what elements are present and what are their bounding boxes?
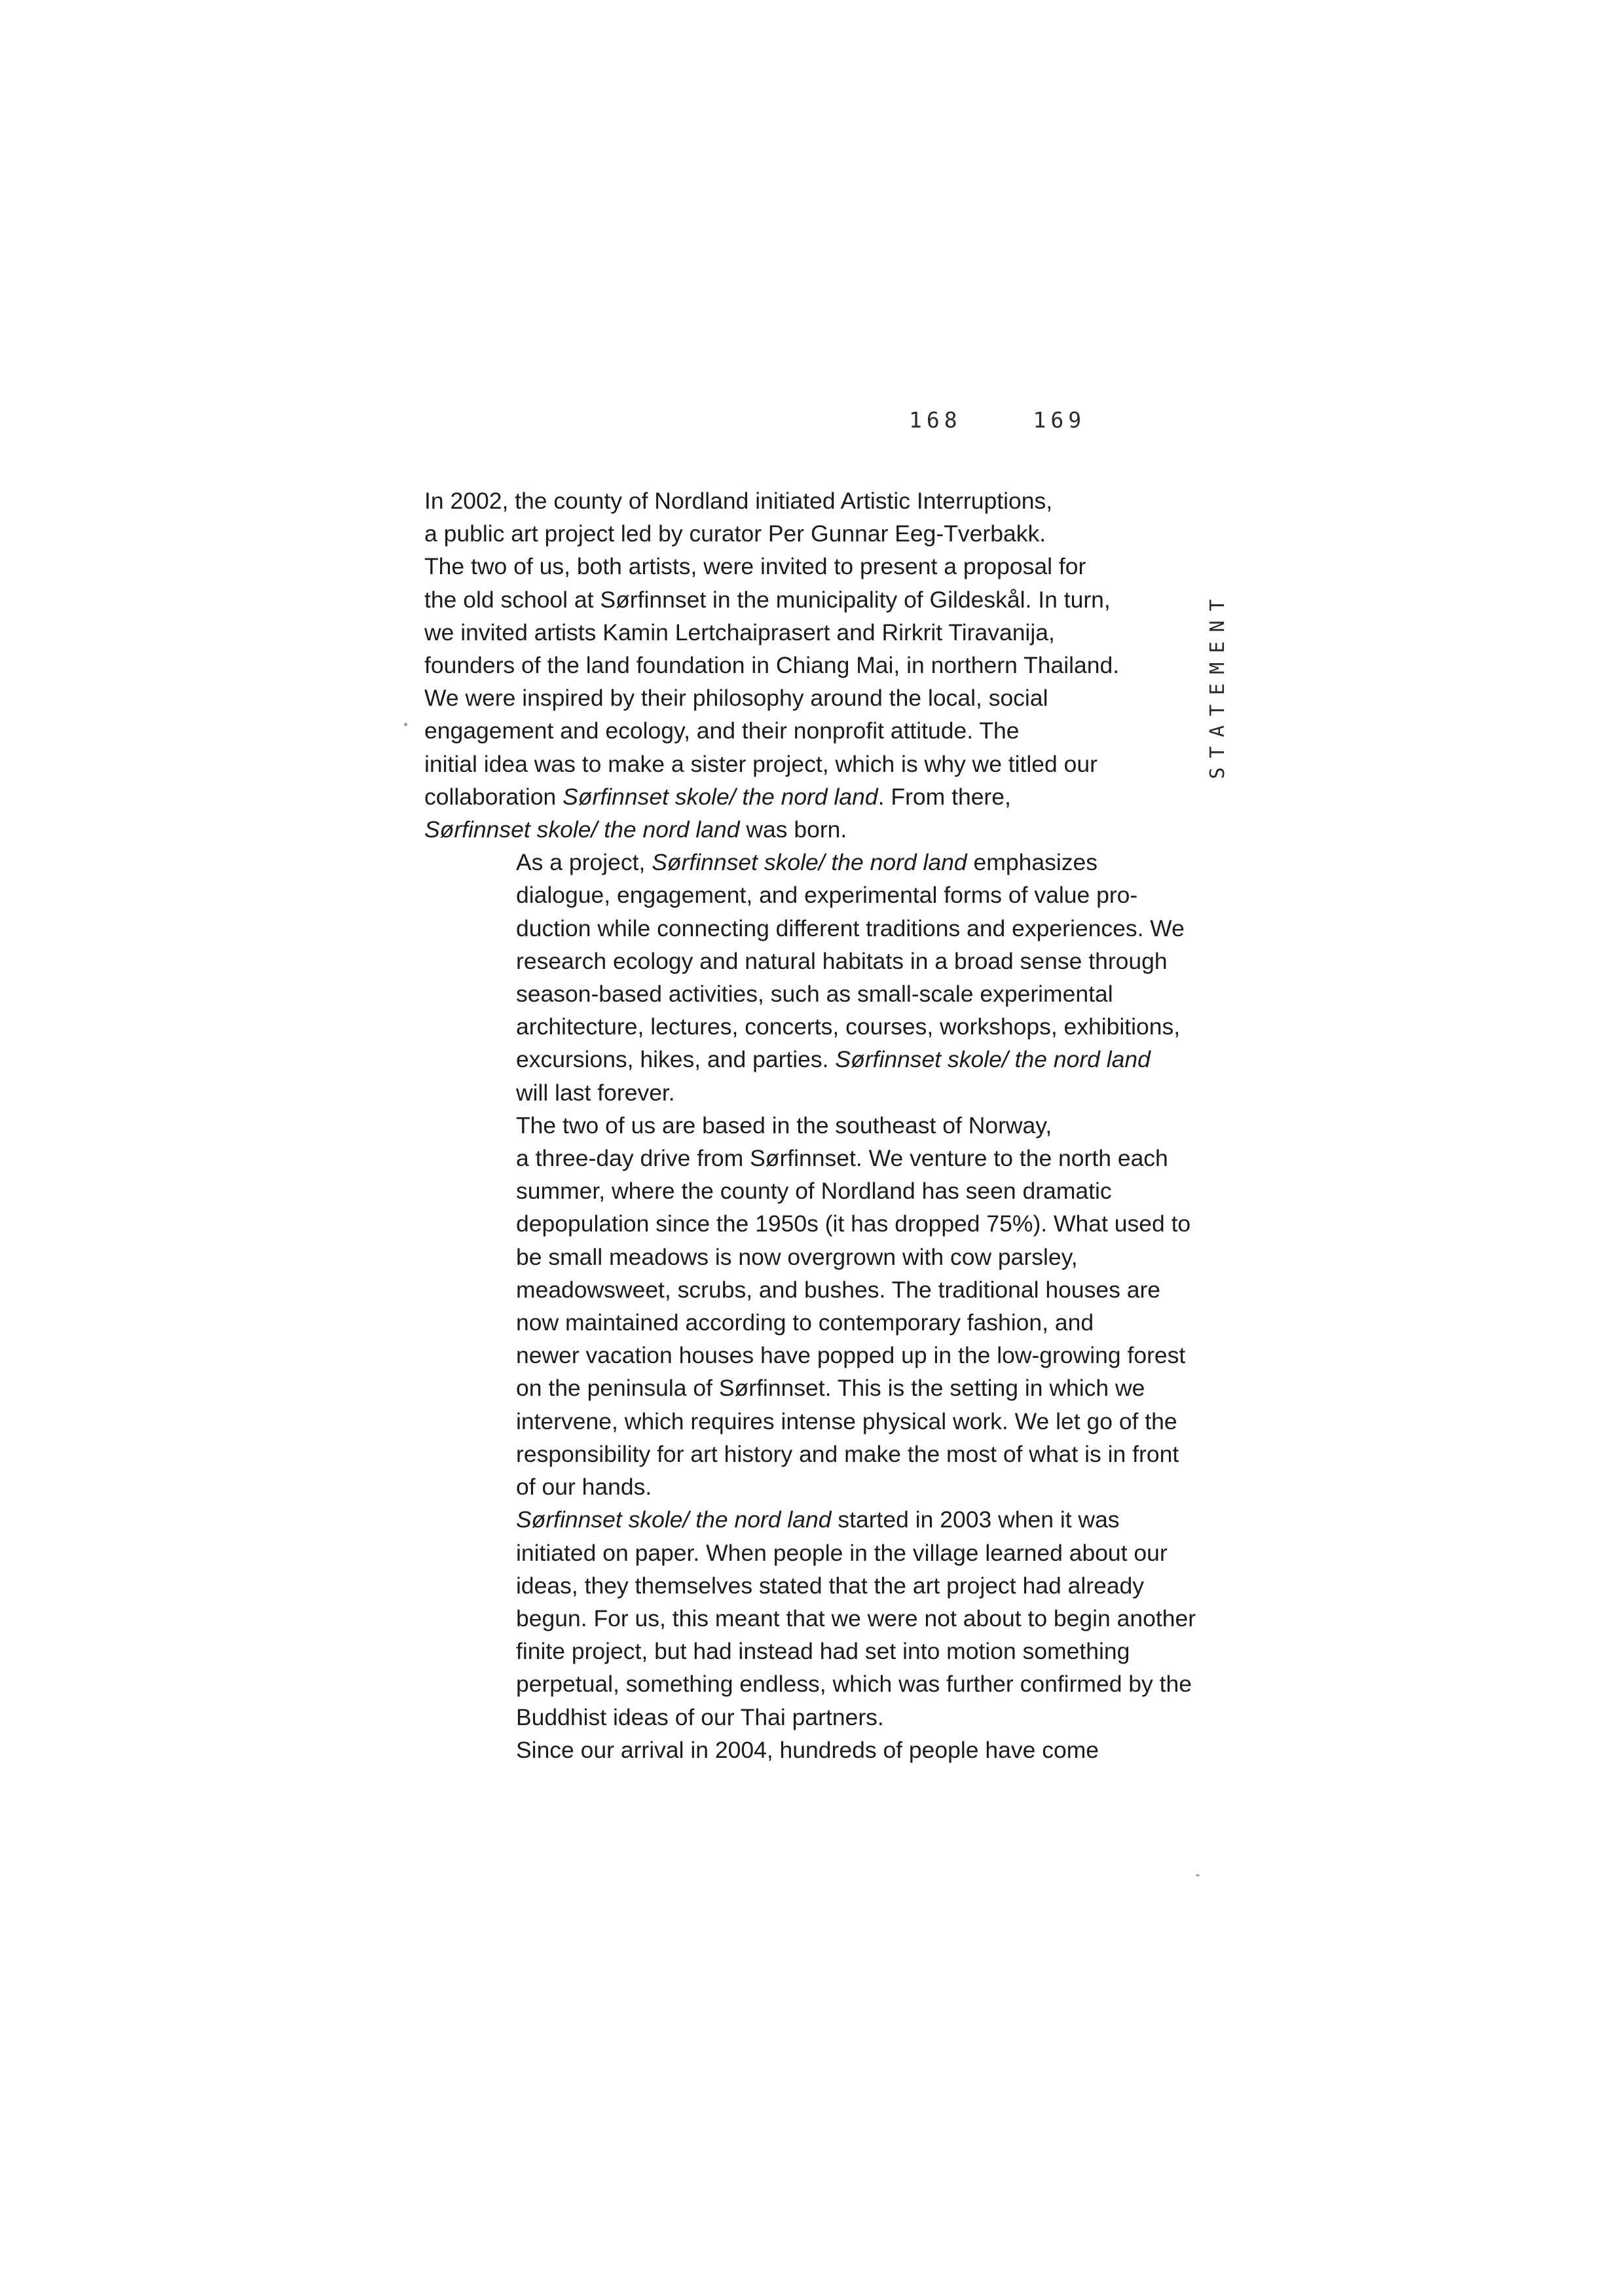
text-segment: now maintained according to contemporary fashion, and bbox=[516, 1309, 1094, 1336]
text-segment: Since our arrival in 2004, hundreds of people have come bbox=[516, 1736, 1099, 1763]
paragraph bbox=[424, 1503, 1197, 1733]
text-segment: Buddhist ideas of our Thai partners. bbox=[516, 1704, 884, 1730]
text-segment: responsibility for art history and make the most of what is in front bbox=[516, 1440, 1179, 1467]
text-line bbox=[424, 1175, 1197, 1207]
text-segment: In 2002, the county of Nordland initiated Artistic Interruptions, bbox=[424, 488, 1053, 514]
text-line bbox=[424, 1241, 1197, 1273]
paragraph bbox=[424, 1734, 1197, 1766]
italic-title-text: Sørfinnset skole/ the nord land bbox=[563, 783, 878, 810]
text-line bbox=[424, 1142, 1197, 1175]
text-segment: be small meadows is now overgrown with cow parsley, bbox=[516, 1243, 1078, 1270]
text-line bbox=[424, 1372, 1197, 1404]
italic-title-text: Sørfinnset skole/ the nord land bbox=[652, 849, 967, 876]
text-segment: duction while connecting different traditions and experiences. We bbox=[516, 915, 1185, 941]
text-segment: depopulation since the 1950s (it has dropped 75%). What used to bbox=[516, 1211, 1191, 1237]
text-segment: the old school at Sørfinnset in the municipality of Gildeskål. In turn, bbox=[424, 586, 1111, 613]
text-line bbox=[424, 813, 1197, 846]
text-segment: founders of the land foundation in Chiang Mai, in northern Thailand. bbox=[424, 652, 1120, 679]
text-line bbox=[424, 1273, 1197, 1306]
italic-title-text: Sørfinnset skole/ the nord land bbox=[516, 1506, 832, 1533]
text-line bbox=[424, 1503, 1197, 1536]
text-line bbox=[424, 1076, 1197, 1109]
paragraph bbox=[424, 1109, 1197, 1503]
text-line bbox=[424, 714, 1197, 747]
text-segment: newer vacation houses have popped up in the low-growing forest bbox=[516, 1342, 1186, 1369]
text-segment: finite project, but had instead had set into motion something bbox=[516, 1638, 1130, 1665]
text-segment: excursions, hikes, and parties. bbox=[516, 1046, 836, 1073]
text-segment: season-based activities, such as small-scale experimental bbox=[516, 981, 1113, 1008]
text-line bbox=[424, 846, 1197, 879]
text-line bbox=[424, 583, 1197, 616]
text-line bbox=[424, 879, 1197, 911]
text-line bbox=[424, 1438, 1197, 1470]
scan-speck bbox=[1196, 1874, 1200, 1876]
text-line bbox=[424, 1339, 1197, 1372]
text-line bbox=[424, 682, 1197, 714]
text-line bbox=[424, 1701, 1197, 1734]
text-line bbox=[424, 1635, 1197, 1667]
text-segment: begun. For us, this meant that we were not about to begin another bbox=[516, 1605, 1196, 1631]
text-line bbox=[424, 945, 1197, 977]
text-segment: will last forever. bbox=[516, 1079, 675, 1106]
text-line bbox=[424, 550, 1197, 583]
text-line bbox=[424, 1043, 1197, 1076]
text-line bbox=[424, 1109, 1197, 1142]
text-segment: architecture, lectures, concerts, courses, workshops, exhibitions, bbox=[516, 1013, 1181, 1040]
statement-body-text bbox=[424, 484, 1197, 1766]
text-segment: As a project, bbox=[516, 849, 652, 876]
page-numbers bbox=[909, 407, 1086, 433]
page-number-left: 168 bbox=[909, 407, 962, 433]
text-line bbox=[424, 616, 1197, 649]
section-label-vertical: STATEMENT bbox=[1206, 590, 1229, 779]
text-segment: summer, where the county of Nordland has seen dramatic bbox=[516, 1178, 1112, 1205]
text-line bbox=[424, 1734, 1197, 1766]
text-segment: . From there, bbox=[877, 783, 1011, 810]
text-segment: was born. bbox=[739, 816, 847, 843]
text-segment: we invited artists Kamin Lertchaiprasert and Rirkrit Tiravanija, bbox=[424, 619, 1055, 646]
text-segment: perpetual, something endless, which was further confirmed by the bbox=[516, 1671, 1192, 1698]
text-segment: initial idea was to make a sister project, which is why we titled our bbox=[424, 750, 1098, 777]
text-line bbox=[424, 484, 1197, 517]
paragraph bbox=[424, 484, 1197, 846]
text-line bbox=[424, 748, 1197, 780]
text-segment: ideas, they themselves stated that the art project had already bbox=[516, 1572, 1145, 1599]
text-segment: The two of us are based in the southeast of Norway, bbox=[516, 1112, 1052, 1139]
text-line bbox=[424, 1569, 1197, 1602]
text-segment: started in 2003 when it was bbox=[831, 1506, 1120, 1533]
text-line bbox=[424, 780, 1197, 813]
text-segment: emphasizes bbox=[967, 849, 1098, 876]
text-segment: We were inspired by their philosophy around the local, social bbox=[424, 685, 1048, 712]
text-segment: dialogue, engagement, and experimental forms of value pro- bbox=[516, 882, 1138, 909]
text-segment: a three-day drive from Sørfinnset. We venture to the north each bbox=[516, 1145, 1168, 1172]
text-segment: meadowsweet, scrubs, and bushes. The traditional houses are bbox=[516, 1276, 1161, 1303]
text-line bbox=[424, 1667, 1197, 1700]
text-line bbox=[424, 1405, 1197, 1438]
italic-title-text: Sørfinnset skole/ the nord land bbox=[424, 816, 740, 843]
text-segment: on the peninsula of Sørfinnset. This is the setting in which we bbox=[516, 1375, 1145, 1402]
text-line bbox=[424, 1010, 1197, 1043]
text-segment: engagement and ecology, and their nonprofit attitude. The bbox=[424, 718, 1020, 744]
text-segment: The two of us, both artists, were invited to present a proposal for bbox=[424, 553, 1086, 580]
text-segment: a public art project led by curator Per Gunnar Eeg-Tverbakk. bbox=[424, 520, 1046, 547]
text-line bbox=[424, 1470, 1197, 1503]
text-segment: collaboration bbox=[424, 783, 563, 810]
text-line bbox=[424, 1306, 1197, 1339]
italic-title-text: Sørfinnset skole/ the nord land bbox=[835, 1046, 1151, 1073]
text-segment: of our hands. bbox=[516, 1474, 652, 1501]
paragraph bbox=[424, 846, 1197, 1109]
text-segment: intervene, which requires intense physical work. We let go of the bbox=[516, 1408, 1177, 1434]
text-line bbox=[424, 912, 1197, 945]
page-number-right: 169 bbox=[1033, 407, 1086, 433]
text-line bbox=[424, 977, 1197, 1010]
text-segment: research ecology and natural habitats in a broad sense through bbox=[516, 947, 1168, 974]
scan-speck bbox=[404, 723, 407, 726]
text-segment: initiated on paper. When people in the village learned about our bbox=[516, 1539, 1168, 1566]
text-line bbox=[424, 1207, 1197, 1240]
text-line bbox=[424, 517, 1197, 550]
text-line bbox=[424, 1602, 1197, 1635]
text-line bbox=[424, 649, 1197, 682]
text-line bbox=[424, 1537, 1197, 1569]
